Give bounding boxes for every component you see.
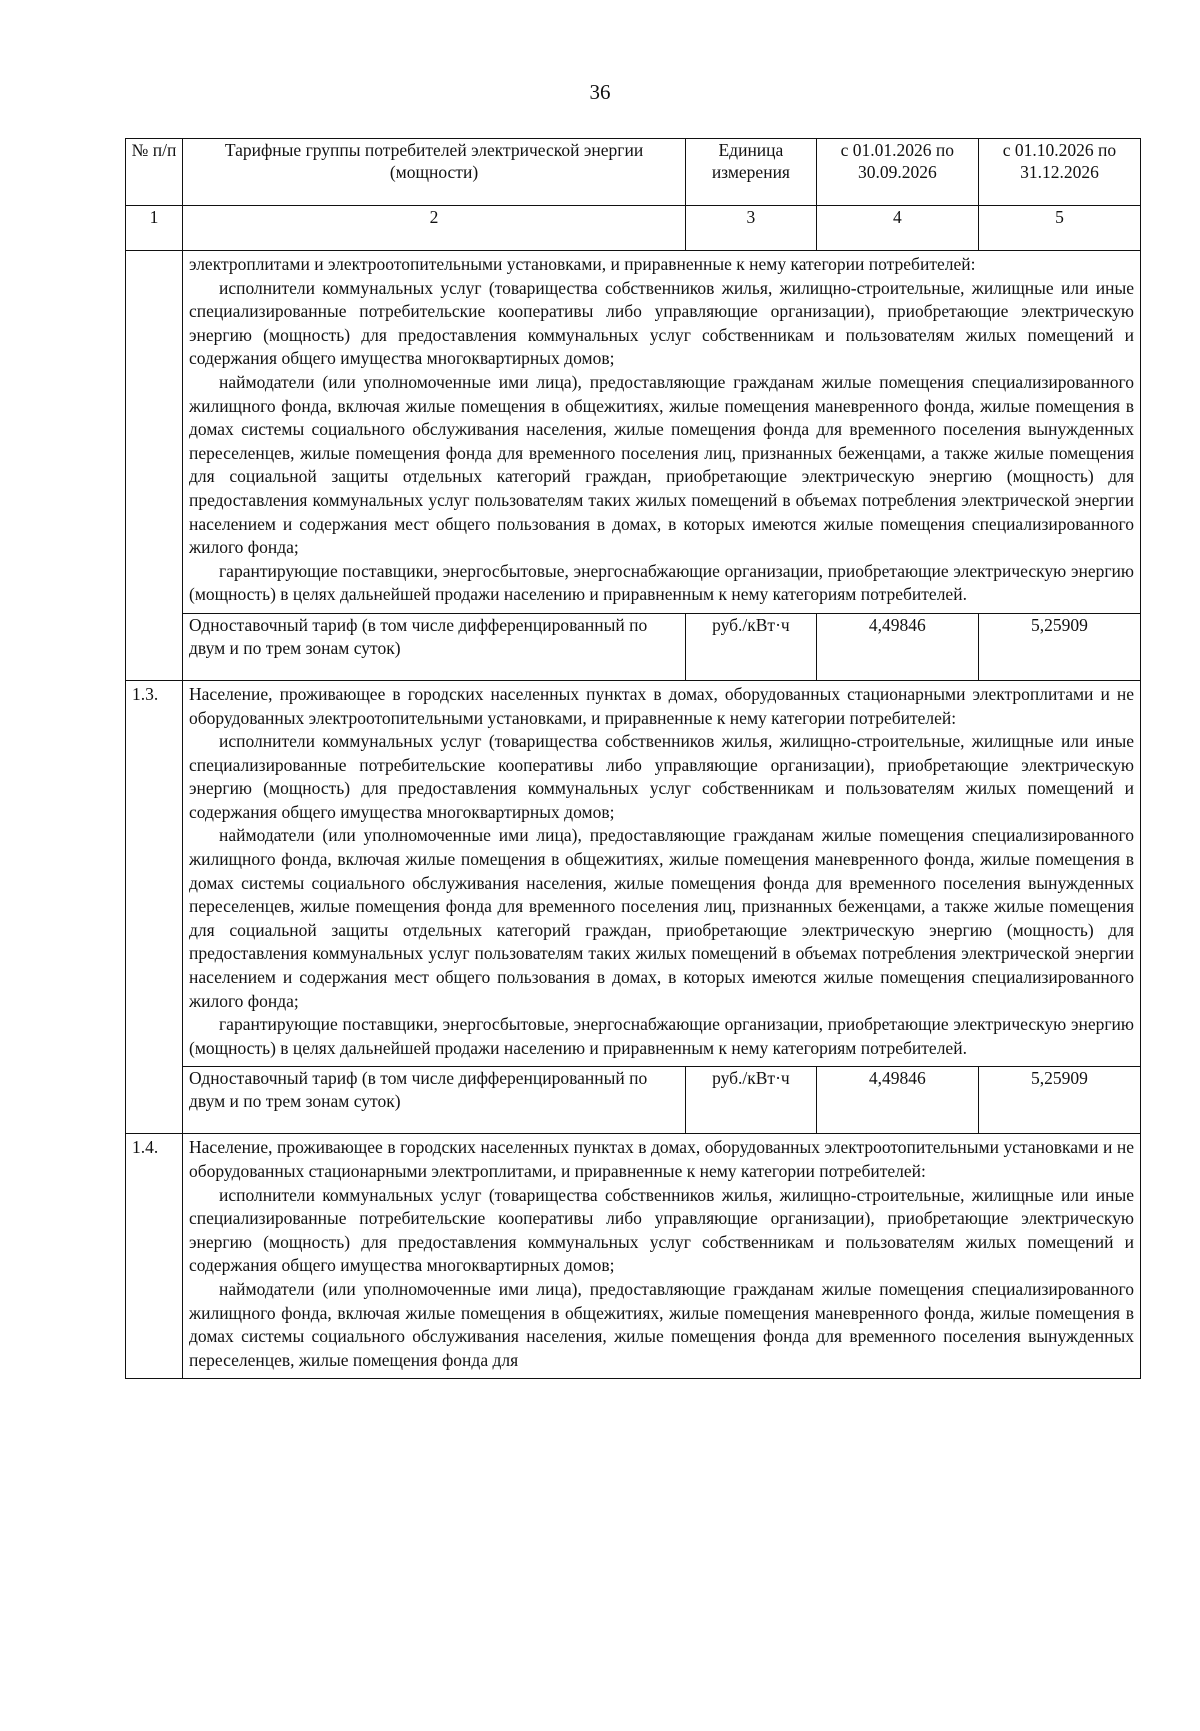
tariff-rate-row <box>126 613 1141 680</box>
column-number: 5 <box>978 206 1140 251</box>
consumer-group-description <box>183 680 1141 1067</box>
header-period-2: с 01.10.2026 по 31.12.2026 <box>978 139 1140 206</box>
tariff-value-period-2: 5,25909 <box>978 613 1140 680</box>
paragraph: наймодатели (или уполномоченные ими лица), предоставляющие гражданам жилые помещения специализированного жилищного фонда, включая жилые помещения в общежитиях, жилые помещения маневренного фонда, жилые помещения в домах системы социального обслуживания населения, жилые помещения фонда для временного поселения вынужденных переселенцев, жилые помещения фонда для временного поселения лиц, признанных беженцами, а также жилые помещения для социальной защиты отдельных категорий граждан, приобретающие электрическую энергию (мощность) для предоставления коммунальных услуг пользователям таких жилых помещений в объемах потребления электрической энергии населением и содержания мест общего пользования в домах, в которых имеются жилые помещения специализированного жилого фонда; <box>189 371 1134 558</box>
header-period-1: с 01.01.2026 по 30.09.2026 <box>816 139 978 206</box>
paragraph: гарантирующие поставщики, энергосбытовые, энергоснабжающие организации, приобретающие электрическую энергию (мощность) в целях дальнейшей продажи населению и приравненным к нему категориям потребителей. <box>189 1014 1134 1058</box>
row-number-cell <box>126 251 183 681</box>
paragraph: электроплитами и электроотопительными установками, и приравненные к нему категории потребителей: <box>189 254 976 274</box>
paragraph: наймодатели (или уполномоченные ими лица), предоставляющие гражданам жилые помещения специализированного жилищного фонда, включая жилые помещения в общежитиях, жилые помещения маневренного фонда, жилые помещения в домах системы социального обслуживания населения, жилые помещения фонда для временного поселения вынужденных переселенцев, жилые помещения фонда для <box>189 1278 1134 1370</box>
header-tariff-groups: Тарифные группы потребителей электрической энергии (мощности) <box>183 139 686 206</box>
tariff-value-period-1: 4,49846 <box>816 1067 978 1134</box>
tariff-label: Одноставочный тариф (в том числе дифференцированный по двум и по трем зонам суток) <box>183 613 686 680</box>
tariff-table <box>125 138 1141 1379</box>
table-row <box>126 680 1141 1067</box>
column-number: 3 <box>686 206 817 251</box>
tariff-value-period-2: 5,25909 <box>978 1067 1140 1134</box>
tariff-label: Одноставочный тариф (в том числе дифференцированный по двум и по трем зонам суток) <box>183 1067 686 1134</box>
header-unit: Единица измерения <box>686 139 817 206</box>
row-number: 1.4. <box>126 1134 183 1379</box>
consumer-group-description <box>183 1134 1141 1379</box>
paragraph: Население, проживающее в городских населенных пунктах в домах, оборудованных электроотопительными установками и не оборудованных стационарными электроплитами, и приравненные к нему категории потребителей: <box>189 1137 1134 1181</box>
consumer-group-description <box>183 251 1141 614</box>
column-number: 2 <box>183 206 686 251</box>
paragraph: исполнители коммунальных услуг (товарищества собственников жилья, жилищно-строительные, жилищные или иные специализированные потребительские кооперативы либо управляющие организации), приобретающие электрическую энергию (мощность) для предоставления коммунальных услуг собственникам и пользователям жилых помещений и содержания общего имущества многоквартирных домов; <box>189 731 1134 822</box>
paragraph: гарантирующие поставщики, энергосбытовые, энергоснабжающие организации, приобретающие электрическую энергию (мощность) в целях дальнейшей продажи населению и приравненным к нему категориям потребителей. <box>189 560 1134 605</box>
table-header-row <box>126 139 1141 206</box>
row-number: 1.3. <box>126 680 183 1134</box>
table-row <box>126 251 1141 614</box>
header-number: № п/п <box>126 139 183 206</box>
table-row <box>126 1134 1141 1379</box>
paragraph: исполнители коммунальных услуг (товарищества собственников жилья, жилищно-строительные, жилищные или иные специализированные потребительские кооперативы либо управляющие организации), приобретающие электрическую энергию (мощность) для предоставления коммунальных услуг собственникам и пользователям жилых помещений и содержания общего имущества многоквартирных домов; <box>189 277 1134 369</box>
column-number: 1 <box>126 206 183 251</box>
page-number: 36 <box>589 80 611 104</box>
tariff-unit: руб./кВт·ч <box>686 1067 817 1134</box>
tariff-rate-row <box>126 1067 1141 1134</box>
paragraph: Население, проживающее в городских населенных пунктах в домах, оборудованных стационарными электроплитами и не оборудованных электроотопительными установками, и приравненные к нему категории потребителей: <box>189 683 1134 728</box>
tariff-unit: руб./кВт·ч <box>686 613 817 680</box>
paragraph: наймодатели (или уполномоченные ими лица), предоставляющие гражданам жилые помещения специализированного жилищного фонда, включая жилые помещения в общежитиях, жилые помещения маневренного фонда, жилые помещения в домах системы социального обслуживания населения, жилые помещения фонда для временного поселения вынужденных переселенцев, жилые помещения фонда для временного поселения лиц, признанных беженцами, а также жилые помещения для социальной защиты отдельных категорий граждан, приобретающие электрическую энергию (мощность) для предоставления коммунальных услуг пользователям таких жилых помещений в объемах потребления электрической энергии населением и содержания мест общего пользования в домах, в которых имеются жилые помещения специализированного жилого фонда; <box>189 825 1134 1011</box>
tariff-value-period-1: 4,49846 <box>816 613 978 680</box>
paragraph: исполнители коммунальных услуг (товарищества собственников жилья, жилищно-строительные, жилищные или иные специализированные потребительские кооперативы либо управляющие организации), приобретающие электрическую энергию (мощность) для предоставления коммунальных услуг собственникам и пользователям жилых помещений и содержания общего имущества многоквартирных домов; <box>189 1184 1134 1276</box>
column-number: 4 <box>816 206 978 251</box>
column-number-row <box>126 206 1141 251</box>
